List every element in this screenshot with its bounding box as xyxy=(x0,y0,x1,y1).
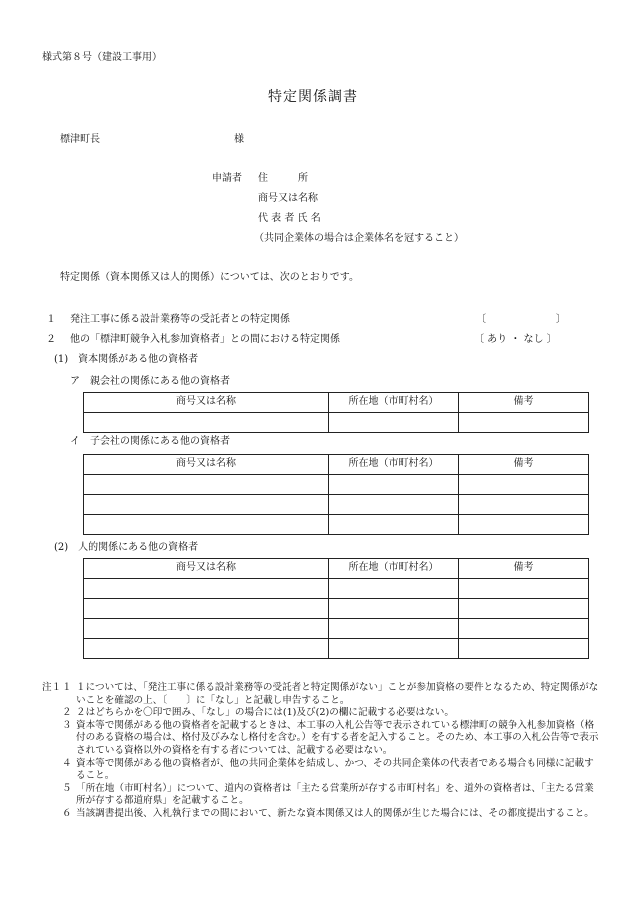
item-1-text: 発注工事に係る設計業務等の受託者との特定関係 xyxy=(70,314,290,325)
remarks-cell[interactable] xyxy=(459,413,589,433)
remarks-cell[interactable] xyxy=(459,639,589,659)
location-cell[interactable] xyxy=(329,599,459,619)
table-row xyxy=(84,619,589,639)
remarks-cell[interactable] xyxy=(459,579,589,599)
item-1-answer-bracket[interactable]: 〔 〕 xyxy=(476,314,566,325)
note-text: 資本等で関係がある他の資格者を記載するときは、本工事の入札公告等で表示されている標津町の競争入札参加資格（格付のある資格の場合は、格付及びみなし格付を含む。）を有する者を記入すること。そのため、本工事の入札公告等で表示されている資格以外の資格を有する者については、記載する必要はない。 xyxy=(76,719,599,756)
table-row xyxy=(84,599,589,619)
note-item xyxy=(42,808,602,821)
company-cell[interactable] xyxy=(84,495,329,515)
remarks-cell[interactable] xyxy=(459,495,589,515)
table-row xyxy=(84,495,589,515)
remarks-cell[interactable] xyxy=(459,515,589,535)
note-text: 資本等で関係がある他の資格者が、他の共同企業体を結成し、かつ、その共同企業体の代表者である場合も同様に記載すること。 xyxy=(76,757,594,782)
location-cell[interactable] xyxy=(329,495,459,515)
location-cell[interactable] xyxy=(329,579,459,599)
col-header-location: 所在地（市町村名） xyxy=(329,455,459,475)
table-row xyxy=(84,515,589,535)
company-label: 商号又は名称 xyxy=(258,193,318,204)
subsidiary-table xyxy=(83,454,589,535)
table-row xyxy=(84,413,589,433)
location-cell[interactable] xyxy=(329,639,459,659)
note-number: ４ xyxy=(62,757,72,769)
note-item xyxy=(42,720,602,758)
note-item xyxy=(42,783,602,808)
section-child-label: イ 子会社の関係にある他の資格者 xyxy=(70,436,230,447)
table-header-row xyxy=(84,559,589,579)
address-label: 住 所 xyxy=(258,173,308,184)
location-cell[interactable] xyxy=(329,413,459,433)
table-row xyxy=(84,639,589,659)
table-row xyxy=(84,475,589,495)
company-cell[interactable] xyxy=(84,619,329,639)
location-cell[interactable] xyxy=(329,515,459,535)
section-parent-label: ア 親会社の関係にある他の資格者 xyxy=(70,376,230,387)
col-header-company: 商号又は名称 xyxy=(84,455,329,475)
section-capital-label: (1) 資本関係がある他の資格者 xyxy=(54,354,199,365)
section-personal-label: (2) 人的関係にある他の資格者 xyxy=(54,542,199,553)
item-2-number: ２ xyxy=(46,334,56,345)
personal-relation-table xyxy=(83,558,589,659)
addressee-honorific: 様 xyxy=(234,134,244,145)
col-header-location: 所在地（市町村名） xyxy=(329,393,459,413)
remarks-cell[interactable] xyxy=(459,599,589,619)
notes-section xyxy=(42,682,602,821)
item-1-number: １ xyxy=(46,314,56,325)
company-cell[interactable] xyxy=(84,599,329,619)
note-number: ３ xyxy=(62,719,72,731)
col-header-remarks: 備考 xyxy=(459,559,589,579)
note-item xyxy=(42,682,602,707)
note-number: １ xyxy=(62,682,72,693)
location-cell[interactable] xyxy=(329,619,459,639)
table-row xyxy=(84,579,589,599)
company-cell[interactable] xyxy=(84,413,329,433)
note-item xyxy=(42,707,602,720)
note-number: ６ xyxy=(62,807,72,819)
col-header-remarks: 備考 xyxy=(459,393,589,413)
location-cell[interactable] xyxy=(329,475,459,495)
remarks-cell[interactable] xyxy=(459,475,589,495)
note-text: 当該調書提出後、入札執行までの間において、新たな資本関係又は人的関係が生じた場合には、その都度提出すること。 xyxy=(76,807,594,819)
note-number: ２ xyxy=(62,707,72,719)
page-title: 特定関係調書 xyxy=(268,89,358,105)
col-header-remarks: 備考 xyxy=(459,455,589,475)
company-cell[interactable] xyxy=(84,639,329,659)
col-header-location: 所在地（市町村名） xyxy=(329,559,459,579)
intro-text: 特定関係（資本関係又は人的関係）については、次のとおりです。 xyxy=(60,272,359,283)
addressee-name: 標津町長 xyxy=(60,134,100,145)
representative-label: 代 表 者 氏 名 xyxy=(258,213,321,224)
note-text: ２はどちらかを〇印で囲み、「なし」の場合には(1)及び(2)の欄に記載する必要はない。 xyxy=(76,707,454,719)
remarks-cell[interactable] xyxy=(459,619,589,639)
company-cell[interactable] xyxy=(84,579,329,599)
col-header-company: 商号又は名称 xyxy=(84,559,329,579)
item-2-text: 他の「標津町競争入札参加資格者」との間における特定関係 xyxy=(70,334,340,345)
parent-company-table xyxy=(83,392,589,433)
note-text: １については、「発注工事に係る設計業務等の受託者と特定関係がない」ことが参加資格の要件となるため、特定関係がないことを確認の上、〔 〕に「なし」と記載し申告すること。 xyxy=(76,682,599,706)
table-header-row xyxy=(84,455,589,475)
company-cell[interactable] xyxy=(84,515,329,535)
note-item xyxy=(42,758,602,783)
table-header-row xyxy=(84,393,589,413)
form-number: 様式第８号（建設工事用） xyxy=(42,52,162,63)
applicant-label: 申請者 xyxy=(212,173,242,184)
company-cell[interactable] xyxy=(84,475,329,495)
note-number: ５ xyxy=(62,782,72,794)
notes-prefix: 注１ xyxy=(42,682,62,693)
col-header-company: 商号又は名称 xyxy=(84,393,329,413)
note-text: 「所在地（市町村名）」について、道内の資格者は「主たる営業所が存する市町村名」を、道外の資格者は、「主たる営業所が存する都道府県」を記載すること。 xyxy=(76,782,594,807)
item-2-answer-choice[interactable]: 〔 あり ・ なし 〕 xyxy=(474,334,557,345)
jv-note: （共同企業体の場合は企業体名を冠すること） xyxy=(254,233,464,244)
